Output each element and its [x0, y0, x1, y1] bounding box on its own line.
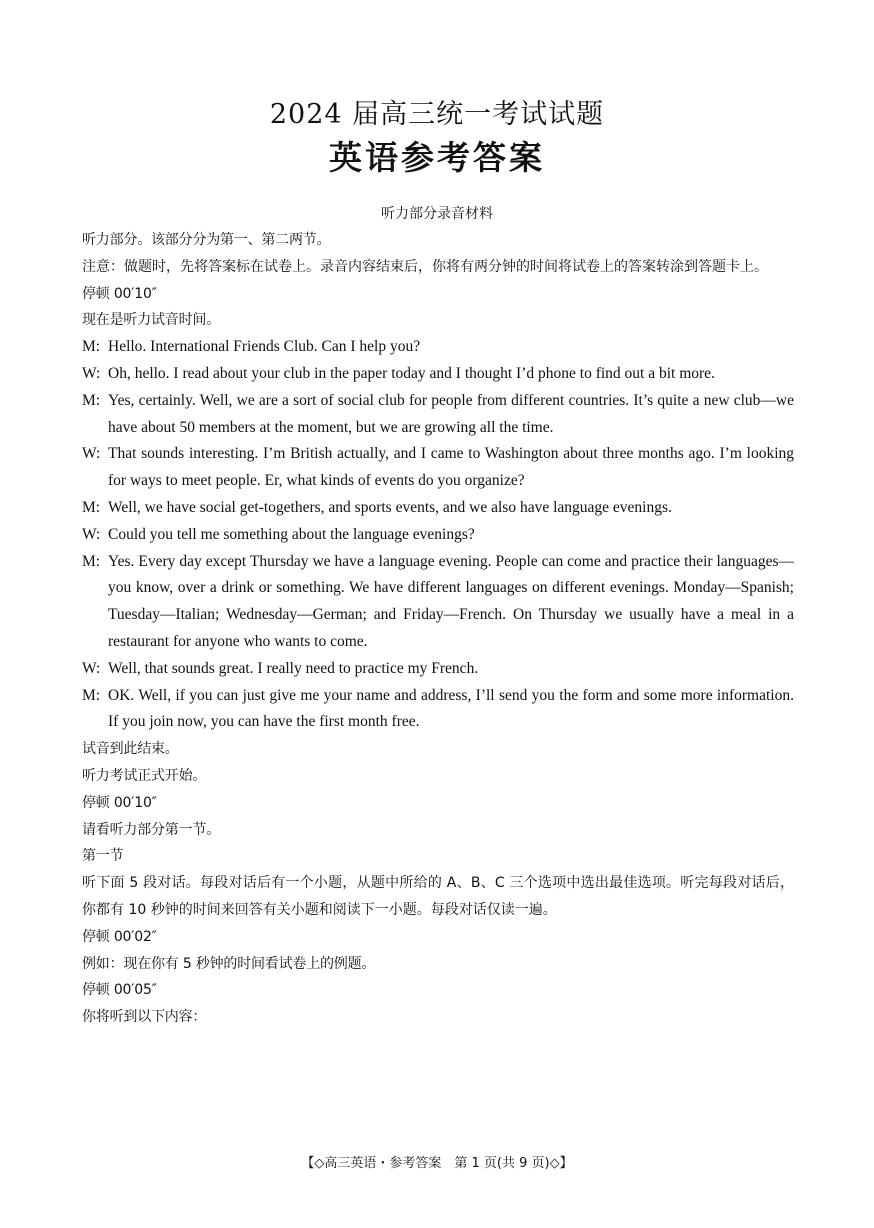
- section-instructions: 听下面 5 段对话。每段对话后有一个小题，从题中所给的 A、B、C 三个选项中选出最佳选项。听完每段对话后，你都有 10 秒钟的时间来回答有关小题和阅读下一小题。每段对话仅读一遍。: [82, 875, 794, 918]
- dialogue-line: [82, 522, 794, 549]
- speaker-label: W:: [82, 445, 101, 463]
- utterance-text: Hello. International Friends Club. Can I help you?: [108, 338, 421, 356]
- instruction-line: 请看听力部分第一节。: [82, 821, 220, 838]
- pause-marker: 停顿 00′10″: [82, 285, 157, 302]
- speaker-label: M:: [82, 686, 101, 704]
- dialogue-line: [82, 334, 794, 361]
- dialogue-line: [82, 495, 794, 522]
- dialogue-line: [82, 361, 794, 388]
- utterance-text: Well, we have social get-togethers, and sports events, and we also have language evenings.: [108, 498, 672, 516]
- utterance-text: Yes, certainly. Well, we are a sort of social club for people from different countries. It’s quite a new club—we have about 50 members at the moment, but we are growing all the time.: [108, 391, 794, 436]
- speaker-label: W:: [82, 364, 101, 382]
- utterance-text: Well, that sounds great. I really need to practice my French.: [108, 659, 479, 677]
- page-footer: 【◇高三英语・参考答案 第 1 页(共 9 页)◇】: [301, 1156, 573, 1171]
- instruction-line: 听力考试正式开始。: [82, 767, 207, 784]
- speaker-label: W:: [82, 659, 101, 677]
- section-title: 听力部分录音材料: [381, 206, 493, 222]
- pause-marker: 停顿 00′05″: [82, 982, 157, 999]
- speaker-label: M:: [82, 498, 101, 516]
- intro-note: 注意：做题时，先将答案标在试卷上。录音内容结束后，你将有两分钟的时间将试卷上的答案转涂到答题卡上。: [82, 258, 768, 275]
- utterance-text: Could you tell me something about the language evenings?: [108, 525, 475, 543]
- intro-line: 现在是听力试音时间。: [82, 312, 220, 329]
- dialogue-line: [82, 388, 794, 442]
- speaker-label: M:: [82, 552, 101, 570]
- instruction-line: 例如：现在你有 5 秒钟的时间看试卷上的例题。: [82, 955, 376, 972]
- intro-line: 听力部分。该部分分为第一、第二两节。: [82, 232, 331, 248]
- document-body: [82, 227, 794, 1031]
- dialogue-line: [82, 549, 794, 656]
- speaker-label: W:: [82, 525, 101, 543]
- dialogue-line: [82, 656, 794, 683]
- pause-marker: 停顿 00′02″: [82, 928, 157, 945]
- dialogue-line: [82, 683, 794, 737]
- exam-title: 2024 届高三统一考试试题: [269, 99, 605, 130]
- utterance-text: OK. Well, if you can just give me your name and address, I’ll send you the form and some more information. If you join now, you can have the first month free.: [108, 686, 794, 731]
- answer-key-title: 英语参考答案: [329, 138, 545, 177]
- utterance-text: Oh, hello. I read about your club in the paper today and I thought I’d phone to find out a bit more.: [108, 364, 715, 382]
- speaker-label: M:: [82, 338, 101, 356]
- instruction-line: 你将听到以下内容：: [82, 1009, 207, 1026]
- dialogue-line: [82, 441, 794, 495]
- section-heading: 第一节: [82, 848, 124, 865]
- instruction-line: 试音到此结束。: [82, 741, 179, 758]
- speaker-label: M:: [82, 391, 101, 409]
- utterance-text: Yes. Every day except Thursday we have a language evening. People can come and practice their languages—you know, over a drink or something. We have different languages on different evenings. Monday—Spanish; Tuesday—Italian; Wednesday—German; and Friday—French. On Thursday we usually have a meal in a restaurant for anyone who wants to come.: [108, 552, 794, 650]
- utterance-text: That sounds interesting. I’m British actually, and I came to Washington about three months ago. I’m looking for ways to meet people. Er, what kinds of events do you organize?: [108, 445, 794, 490]
- pause-marker: 停顿 00′10″: [82, 794, 157, 811]
